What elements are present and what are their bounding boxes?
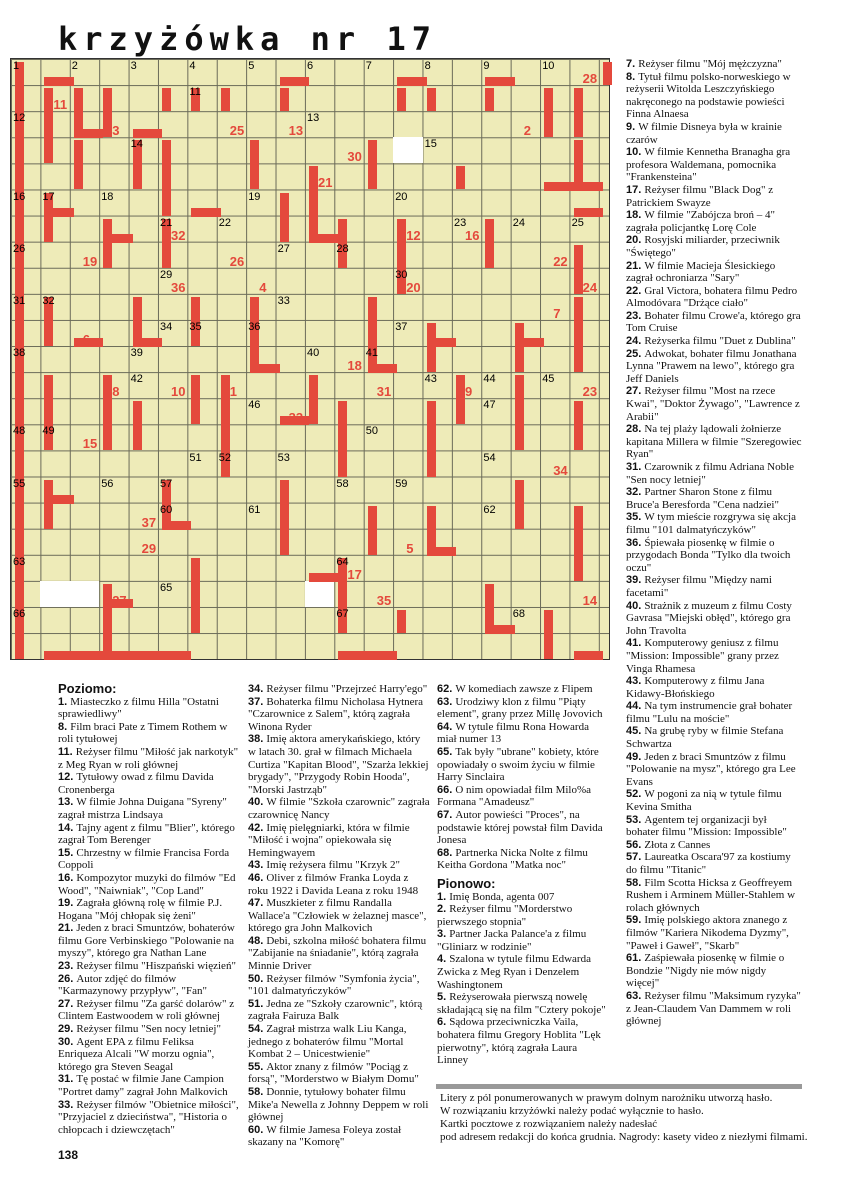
answer-position-number: 11 (53, 97, 68, 113)
clue-item: 23. Bohater filmu Crowe'a, którego gra Tom Cruise (626, 309, 801, 335)
clue-item: 15. Chrzestny w filmie Francisa Forda Coppoli (58, 846, 230, 872)
cell-number: 15 (424, 138, 437, 151)
clues-across-col3 (437, 683, 607, 1067)
red-bar (162, 88, 171, 111)
red-bar (336, 555, 349, 633)
red-bar (191, 375, 200, 424)
clue-item: 64. W tytule filmu Rona Howarda miał numer 13 (437, 720, 589, 746)
answer-position-number: 28 (582, 71, 598, 86)
red-bar (280, 77, 309, 86)
red-bar (515, 338, 544, 347)
red-bar (44, 88, 53, 163)
cell-number: 24 (512, 216, 526, 229)
red-bar (515, 480, 524, 529)
clue-item: 13. W filmie Johna Duigana "Syreny" zagrał mistrza Lindsaya (58, 796, 227, 821)
answer-position-number: 17 (347, 566, 362, 582)
red-bar (365, 297, 379, 372)
cell-number: 54 (483, 451, 496, 464)
red-bar (103, 375, 112, 450)
clue-item: 63. Urodziwy klon z filmu "Piąty element", grany przez Millę Jovovich (437, 695, 603, 721)
cell-number: 5 (248, 60, 255, 72)
contest-instructions (440, 1092, 810, 1144)
cell-number: 22 (218, 216, 232, 229)
answer-position-number: 35 (376, 593, 392, 608)
cell-number: 51 (189, 451, 202, 464)
red-bar (427, 401, 436, 476)
blank-cell (393, 137, 422, 163)
clue-item: 8. Tytuł filmu polsko-norweskiego w reżyserii Witolda Leszczyńskiego nakręconego na podstawie powieści Finna Alnaesa (626, 70, 791, 121)
cell-number: 6 (307, 60, 314, 72)
red-bar (221, 88, 230, 111)
clue-item: 40. W filmie "Szkoła czarownic" zagrała czarownicę Nancy (248, 796, 430, 821)
red-bar (44, 375, 53, 450)
clue-item: 55. Aktor znany z filmów "Pociąg z forsą", "Morderstwo w Białym Domu" (248, 1060, 419, 1086)
cell-number: 49 (42, 425, 55, 438)
clue-item: 26. Autor zdjęć do filmów "Karmazynowy przypływ", "Fan" (58, 972, 208, 998)
clue-item: 42. Imię pielęgniarki, która w filmie "Miłość i wojna" opiekowała się Hemingwayem (248, 821, 410, 859)
clue-item: 22. Gral Victora, bohatera filmu Pedro Almodóvara "Drżące ciało" (626, 284, 798, 310)
red-bar (309, 375, 318, 424)
answer-position-number: 25 (229, 123, 245, 139)
clue-item: 32. Partner Sharon Stone z filmu Bruce'a Beresforda "Cena nadziei" (626, 486, 779, 511)
red-bar (338, 651, 397, 660)
clue-item: 5. Reżyserowała pierwszą nowelę składającą się na film "Cztery pokoje" (437, 991, 606, 1016)
clue-item: 66. O nim opowiadał film Milo%a Formana "Amadeusz" (437, 783, 592, 809)
clue-item: 49. Jeden z braci Smuntzów z filmu "Polowanie na mysz", którego gra Lee Evans (626, 750, 796, 788)
answer-position-number: 21 (318, 175, 333, 191)
clue-item: 47. Muszkieter z filmu Randalla Wallace'a "Człowiek w żelaznej masce", którego gra John Malkovich (248, 897, 427, 935)
cell-number: 62 (483, 503, 496, 516)
answer-position-number: 32 (171, 227, 186, 243)
answer-position-number: 24 (582, 279, 598, 295)
red-bar (427, 547, 456, 556)
answer-position-number: 1 (229, 384, 238, 400)
answer-position-number: 20 (406, 279, 421, 295)
red-bar (280, 88, 289, 111)
clue-item: 21. W filmie Macieja Ślesickiego zagrał ochroniarza "Sary" (626, 259, 776, 285)
cell-number: 39 (130, 347, 143, 360)
answer-position-number: 7 (553, 305, 561, 321)
cell-number: 57 (160, 477, 173, 490)
cell-number: 67 (336, 608, 349, 621)
cell-number: 35 (189, 321, 202, 333)
cell-number: 58 (336, 477, 349, 490)
red-bar (250, 364, 279, 373)
answer-position-number: 36 (171, 279, 186, 295)
clue-item: 8. Film braci Pate z Timem Rothem w roli tytułowej (58, 720, 228, 746)
clue-item: 30. Agent EPA z filmu Feliksa Enriqueza Alcali "W morzu ognia", którego gra Steven Seagal (58, 1035, 215, 1073)
red-bar (15, 584, 24, 659)
answer-position-number: 2 (523, 123, 532, 139)
cell-number: 42 (130, 373, 143, 386)
red-bar (427, 338, 456, 347)
answer-position-number: 33 (288, 410, 304, 426)
cell-number: 12 (13, 112, 26, 125)
clue-item: 56. Złota z Cannes (626, 838, 711, 851)
clue-item: 16. Kompozytor muzyki do filmów "Ed Wood", "Naiwniak", "Cop Land" (58, 871, 236, 897)
cell-number: 17 (42, 190, 55, 203)
red-bar (250, 297, 259, 372)
red-bar (485, 77, 514, 86)
red-bar (574, 208, 603, 217)
red-bar (191, 208, 220, 217)
cell-number: 36 (248, 321, 261, 333)
red-bar (427, 88, 436, 111)
answer-position-number: 15 (82, 436, 98, 452)
cell-number: 45 (542, 373, 555, 386)
red-bar (544, 610, 553, 659)
answer-position-number: 10 (171, 384, 186, 400)
answer-position-number: 8 (112, 384, 120, 400)
red-bar (44, 651, 132, 660)
cell-number: 11 (189, 86, 201, 99)
answer-position-number: 19 (82, 253, 98, 269)
cell-number: 28 (336, 242, 349, 255)
red-bar (544, 88, 553, 137)
red-bar (574, 506, 583, 581)
clue-item: 10. W filmie Kennetha Branagha gra profesora Waldemana, pomocnika "Frankensteina" (626, 146, 791, 184)
clue-item: 50. Reżyser filmów "Symfonia życia", "101 dalmatyńczyków" (248, 972, 420, 998)
clue-item: 52. W pogoni za nią w tytule filmu Kevina Smitha (626, 788, 782, 814)
red-bar (133, 651, 192, 660)
clue-item: 45. Na grubę ryby w filmie Stefana Schwartza (626, 725, 784, 751)
red-bar (574, 88, 583, 137)
cell-number: 21 (160, 216, 173, 229)
red-bar (309, 234, 338, 243)
answer-position-number: 5 (406, 540, 414, 556)
red-bar (44, 77, 73, 86)
answer-position-number: 29 (141, 540, 157, 556)
cell-number: 43 (424, 373, 437, 386)
clue-item: 24. Reżyserka filmu "Duet z Dublina" (626, 335, 796, 348)
red-bar (191, 558, 200, 633)
clue-item: 21. Jeden z braci Smuntzów, bohaterów filmu Gore Verbinskiego "Polowanie na myszy", którego gra Nathan Lane (58, 922, 235, 960)
cell-number: 26 (13, 242, 26, 255)
page-number: 138 (58, 1148, 79, 1162)
cell-number: 59 (395, 477, 408, 490)
cell-number: 50 (365, 425, 379, 438)
cell-number: 7 (365, 60, 372, 72)
red-bar (397, 88, 406, 111)
answer-position-number: 26 (229, 253, 245, 269)
clue-item: 51. Jedna ze "Szkoły czarownic", którą zagrała Fairuza Balk (248, 997, 423, 1023)
cell-number: 14 (130, 138, 143, 151)
clue-item: 3. Partner Jacka Palance'a z filmu "Gliniarz w rodzinie" (437, 928, 587, 953)
cell-number: 41 (365, 347, 379, 360)
clue-item: 17. Reżyser filmu "Black Dog" z Patrickiem Swayze (626, 183, 774, 209)
answer-position-number: 14 (582, 593, 598, 608)
red-bar (309, 573, 338, 582)
red-bar (485, 625, 514, 634)
clue-item: 31. Czarownik z filmu Adriana Noble "Sen nocy letniej" (626, 461, 795, 486)
clue-item: 48. Debi, szkolna miłość bohatera filmu "Zabijanie na śniadanie", którą zagrała Minnie Driver (248, 934, 427, 973)
cell-number: 38 (13, 347, 26, 360)
clue-item: 37. Bohaterka filmu Nicholasa Hytnera "Czarownice z Salem", którą zagrała Winona Ryder (248, 695, 424, 733)
clue-item: 65. Tak były "ubrane" kobiety, które opowiadały o swoim życiu w filmie Harry Sinclaira (437, 745, 599, 784)
cell-number: 68 (512, 608, 526, 621)
red-bar (397, 77, 426, 86)
clue-item: 31. Tę postać w filmie Jane Campion "Portret damy" zagrał John Malkovich (58, 1073, 228, 1098)
red-bar (133, 401, 142, 450)
answer-position-number: 22 (553, 253, 568, 269)
clue-item: 35. W tym mieście rozgrywa się akcja filmu "101 dalmatyńczyków" (626, 511, 796, 536)
clue-item: 7. Reżyser filmu "Mój mężczyzna" (626, 58, 782, 70)
cell-number: 44 (483, 373, 496, 386)
red-bar (162, 521, 191, 530)
red-bar (368, 140, 377, 189)
cell-number: 63 (13, 555, 26, 568)
cell-number: 25 (571, 216, 584, 229)
red-bar (574, 297, 583, 372)
red-bar (280, 193, 289, 242)
clue-item: 12. Tytułowy owad z filmu Davida Cronenberga (58, 771, 214, 796)
clue-item: 20. Rosyjski miliarder, przeciwnik "Świętego" (626, 234, 780, 259)
red-bar (103, 584, 112, 659)
answer-position-number: 4 (259, 279, 267, 295)
instruction-line: W rozwiązaniu krzyżówki należy podać wyłącznie to hasło. (440, 1105, 704, 1117)
footer-rule (436, 1084, 802, 1089)
answer-position-number: 34 (553, 462, 568, 478)
cell-number: 2 (71, 60, 78, 72)
clue-item: 11. Reżyser filmu "Miłość jak narkotyk" z Meg Ryan w roli głównej (58, 745, 239, 771)
red-bar (309, 166, 318, 241)
red-bar (44, 495, 73, 504)
cell-number: 3 (130, 60, 137, 72)
cell-number: 32 (42, 294, 55, 307)
answer-position-number: 31 (376, 384, 392, 400)
clue-item: 61. Zaśpiewała piosenkę w filmie o Bondzie "Nigdy nie mów nigdy więcej" (626, 952, 785, 990)
cell-number: 23 (454, 216, 467, 229)
red-bar (44, 480, 53, 529)
cell-number: 53 (277, 451, 290, 464)
cell-number: 34 (160, 321, 173, 333)
cell-number: 60 (160, 503, 173, 516)
cell-number: 20 (395, 190, 408, 203)
cell-number: 65 (160, 582, 173, 594)
red-bar (133, 338, 162, 347)
clue-section-heading: Pionowo: (437, 875, 496, 891)
clue-item: 23. Reżyser filmu "Hiszpański więzień" (58, 960, 236, 973)
clue-item: 41. Komputerowy geniusz z filmu "Mission: Impossible" grany przez Vinga Rhamesa (626, 637, 779, 675)
red-bar (250, 140, 259, 189)
clue-item: 33. Reżyser filmów "Obietnice miłości", "Przyjaciel z dzieciństwa", "Historia o chłopcach i dziewczętach" (58, 1098, 239, 1136)
red-bar (368, 506, 377, 555)
clue-item: 34. Reżyser filmu "Przejrzeć Harry'ego" (248, 683, 428, 695)
answer-position-number: 23 (582, 384, 598, 400)
cell-number: 29 (160, 268, 173, 281)
cell-number: 40 (307, 347, 320, 360)
page-title: krzyżówka nr 17 (58, 20, 437, 58)
red-bar (133, 129, 162, 138)
clue-item: 19. Zagrała główną rolę w filmie P.J. Hogana "Mój chłopak się żeni" (58, 897, 223, 922)
clue-item: 29. Reżyser filmu "Sen nocy letniej" (58, 1023, 221, 1036)
clue-item: 43. Imię reżysera filmu "Krzyk 2" (248, 859, 400, 872)
red-bar (162, 140, 171, 215)
red-bar (603, 62, 612, 85)
red-bar (338, 401, 347, 476)
clue-item: 54. Zagrał mistrza walk Liu Kanga, jednego z bohaterów filmu "Mortal Kombat 2 – Unicestwienie" (248, 1023, 407, 1061)
red-bar (74, 129, 103, 138)
clue-item: 43. Komputerowy z filmu Jana Kidawy-Błońskiego (626, 675, 765, 700)
red-bar (574, 651, 603, 660)
blank-cell (40, 581, 99, 607)
clue-item: 18. W filmie "Zabójcza broń – 4" zagrała policjantkę Lorę Cole (626, 209, 776, 234)
cell-number: 31 (13, 294, 26, 307)
blank-cell (305, 581, 334, 607)
clue-item: 38. Imię aktora amerykańskiego, który w latach 30. grał w filmach Michaela Curtiza "Kapitan Blood", "Szarża lekkiej brygady", "Przygody Robin Hooda", "Morski Jastrząb" (248, 733, 429, 796)
answer-position-number: 12 (406, 227, 421, 243)
clue-item: 27. Reżyser filmu "Za garść dolarów" z Clintem Eastwoodem w roli głównej (58, 997, 235, 1023)
cell-number: 8 (424, 60, 431, 72)
clue-item: 9. W filmie Disneya była w krainie czarów (626, 120, 782, 146)
cell-number: 47 (483, 399, 496, 412)
cell-number: 30 (395, 268, 408, 281)
red-bar (427, 323, 436, 372)
red-bar (280, 480, 289, 555)
instruction-line: Kartki pocztowe z rozwiązaniem należy nadesłać (440, 1118, 658, 1130)
clue-item: 14. Tajny agent z filmu "Blier", którego zagrał Tom Berenger (58, 821, 235, 847)
cell-number: 19 (248, 190, 261, 203)
cell-number: 46 (248, 399, 261, 412)
answer-position-number: 3 (112, 123, 120, 139)
red-bar (515, 323, 524, 372)
cell-number: 1 (13, 60, 20, 72)
red-bar (485, 219, 494, 268)
red-bar (44, 208, 73, 217)
red-bar (456, 375, 465, 424)
crossword-grid (10, 58, 610, 660)
clue-item: 40. Strażnik z muzeum z filmu Costy Gavrasa "Miejski obłęd", którego gra John Travolta (626, 599, 792, 637)
clue-item: 39. Reżyser filmu "Między nami facetami" (626, 574, 772, 599)
answer-position-number: 18 (347, 358, 362, 374)
red-bar (74, 140, 83, 189)
answer-position-number: 30 (347, 149, 362, 165)
clue-item: 6. Sądowa przeciwniczka Vaila, bohatera filmu Gregory Hoblita "Lęk pierwotny", którą zagrała Laura Linney (437, 1016, 601, 1067)
clue-item: 57. Laureatka Oscara'97 za kostiumy do filmu "Titanic" (626, 851, 791, 876)
red-bar (515, 375, 524, 450)
clue-item: 59. Imię polskiego aktora znanego z filmów "Kariera Nikodema Dyzmy", "Paweł i Gaweł", "Skarb" (626, 914, 789, 952)
cell-number: 9 (483, 60, 490, 72)
clue-item: 25. Adwokat, bohater filmu Jonathana Lynna "Prawem na lewo", którego gra Jeff Daniels (626, 347, 797, 385)
red-bar (397, 610, 406, 633)
red-bar (15, 62, 24, 659)
cell-number: 18 (101, 190, 114, 203)
clue-item: 62. W komediach zawsze z Flipem (437, 683, 593, 695)
clue-item: 1. Imię Bonda, agenta 007 (437, 890, 555, 903)
cell-number: 64 (336, 555, 349, 568)
red-bar (103, 234, 132, 243)
clue-item: 58. Donnie, tytułowy bohater filmu Mike'a Newella z Johnny Deppem w roli głównej (248, 1086, 429, 1124)
cell-number: 4 (189, 60, 196, 72)
clue-item: 2. Reżyser filmu "Morderstwo pierwszego stopnia" (437, 903, 573, 928)
cell-number: 10 (542, 60, 555, 72)
cell-number: 61 (248, 503, 261, 516)
red-bar (103, 88, 112, 137)
red-bar (574, 245, 583, 294)
red-bar (485, 88, 494, 111)
instruction-line: Litery z pól ponumerowanych w prawym dolnym narożniku utworzą hasło. (440, 1092, 773, 1104)
cell-number: 13 (307, 112, 320, 125)
answer-position-number: 27 (112, 593, 127, 608)
cell-number: 37 (395, 321, 408, 333)
cell-number: 52 (218, 451, 232, 464)
red-bar (574, 401, 583, 450)
red-bar (368, 364, 397, 373)
clue-item: 53. Agentem tej organizacji był bohater filmu "Mission: Impossible" (626, 813, 787, 839)
cell-number: 27 (277, 242, 290, 255)
cell-number: 66 (13, 608, 26, 621)
cell-number: 33 (277, 294, 290, 307)
clue-section-heading: Poziomo: (58, 681, 117, 696)
red-bar (544, 182, 603, 191)
clue-item: 67. Autor powieści "Proces", na podstawie której powstał film Davida Jonesa (437, 808, 603, 847)
clue-item: 60. W filmie Jamesa Foleya został skazany na "Komorę" (248, 1123, 402, 1149)
answer-position-number: 13 (288, 123, 304, 139)
clue-item: 4. Szalona w tytule filmu Edwarda Zwicka z Meg Ryan i Denzelem Washingtonem (437, 953, 591, 991)
clue-item: 46. Oliver z filmów Franka Loyda z roku 1922 i Davida Leana z roku 1948 (248, 871, 419, 897)
red-bar (397, 219, 406, 294)
clues-down-col4 (626, 58, 802, 1028)
answer-position-number: 37 (141, 514, 157, 530)
clue-item: 58. Film Scotta Hicksa z Geoffreyem Rushem i Arminem Müller-Stahlem w rolach głównych (626, 876, 796, 914)
answer-position-number: 9 (465, 384, 473, 400)
red-bar (103, 219, 112, 268)
answer-position-number: 6 (82, 332, 91, 347)
clue-item: 63. Reżyser filmu "Maksimum ryzyka" z Jean-Claudem Van Dammem w roli głównej (626, 989, 801, 1028)
clue-item: 36. Śpiewała piosenkę w filmie o przygodach Bonda "Tylko dla twoich oczu" (626, 536, 791, 574)
clue-item: 44. Na tym instrumencie grał bohater filmu "Lulu na moście" (626, 700, 793, 725)
clues-across-col1 (58, 683, 240, 1136)
cell-number: 16 (13, 190, 26, 203)
instruction-line: pod adresem redakcji do końca grudnia. Nagrody: kasety video z niezłymi filmami. (440, 1131, 808, 1143)
red-bar (456, 166, 465, 189)
cell-number: 55 (13, 477, 26, 490)
cell-number: 56 (101, 477, 114, 490)
answer-position-number: 16 (465, 227, 480, 243)
clue-item: 1. Miasteczko z filmu Hilla "Ostatni sprawiedliwy" (58, 695, 219, 721)
cell-number: 48 (13, 425, 26, 438)
clue-item: 28. Na tej plaży lądowali żołnierze kapitana Millera w filmie "Szeregowiec Ryan" (626, 423, 802, 461)
clue-item: 27. Reżyser filmu "Most na rzece Kwai", "Doktor Żywago", "Lawrence z Arabii" (626, 385, 800, 423)
clue-item: 68. Partnerka Nicka Nolte z filmu Keitha Gordona "Matka noc" (437, 846, 588, 872)
clues-across-col2 (248, 683, 430, 1149)
